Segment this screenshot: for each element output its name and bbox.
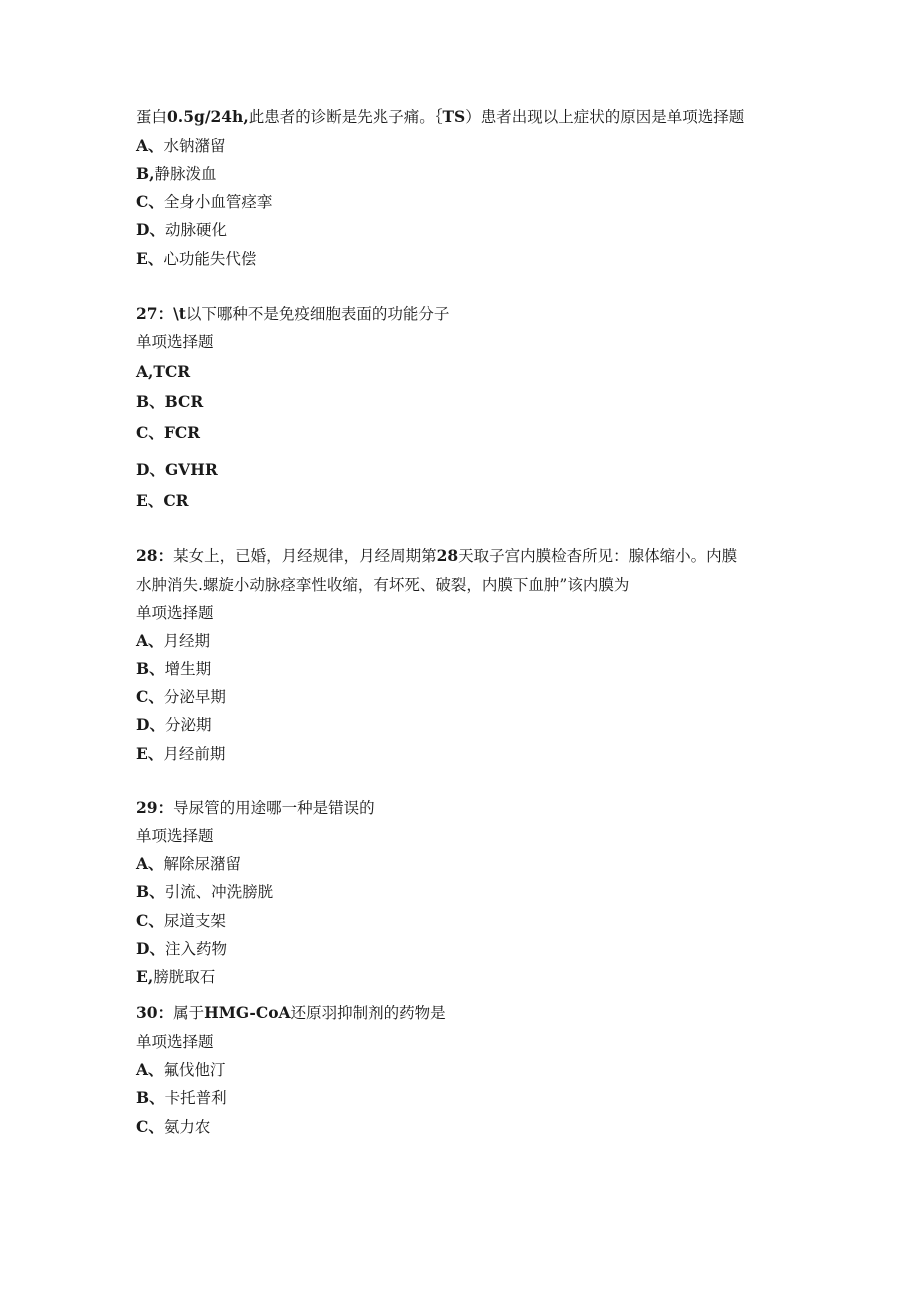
q28-option-e: E、月经前期 <box>136 744 226 763</box>
q26-option-e: E、心功能失代偿 <box>136 249 257 268</box>
q26-text-c: 此患者的诊断是先兆子痛。｛ <box>248 108 443 126</box>
q29-option-b: B、引流、冲洗膀胱 <box>136 882 274 901</box>
q27-option-b: B、BCR <box>136 392 204 411</box>
q29-option-e: E,膀胱取石 <box>136 967 216 986</box>
q28-option-d: D、分泌期 <box>136 715 212 734</box>
q30-option-a: A、氟伐他汀 <box>136 1060 226 1079</box>
q29-option-a: A、解除尿潴留 <box>136 854 242 873</box>
q26-option-b: B,静脉泼血 <box>136 164 217 183</box>
q28-stem-line2: 水肿消失.螺旋小动脉痉挛性收缩，有坏死、破裂，内膜下血肿”该内膜为 <box>136 576 630 594</box>
q28-option-c: C、分泌早期 <box>136 687 226 706</box>
q26-stem <box>136 107 744 127</box>
q26-text-e: ）患者出现以上症状的原因是单项选择题 <box>465 108 745 126</box>
q26-option-d: D、动脉硬化 <box>136 220 227 239</box>
q27-stem: 27：\t以下哪种不是免疫细胞表面的功能分子 <box>136 304 450 323</box>
q27-option-e: E、CR <box>136 491 189 510</box>
q29-option-c: C、尿道支架 <box>136 911 226 930</box>
q30-option-c: C、氨力农 <box>136 1117 211 1136</box>
q27-type: 单项选择题 <box>136 333 214 351</box>
q27-option-a: A,TCR <box>136 362 191 381</box>
q28-type: 单项选择题 <box>136 604 214 622</box>
q29-type: 单项选择题 <box>136 827 214 845</box>
q30-option-b: B、卡托普利 <box>136 1088 227 1107</box>
q28-option-b: B、增生期 <box>136 659 212 678</box>
q29-stem: 29：导尿管的用途哪一种是错误的 <box>136 798 375 817</box>
q29-option-d: D、注入药物 <box>136 939 227 958</box>
q30-type: 单项选择题 <box>136 1033 214 1051</box>
q27-option-c: C、FCR <box>136 423 201 442</box>
q26-text-a: 蛋白 <box>136 108 168 126</box>
q26-text-b: 0.5g/24h, <box>167 107 249 126</box>
q28-option-a: A、月经期 <box>136 631 211 650</box>
q26-option-a: A、水钠潴留 <box>136 136 226 155</box>
q26-text-d: TS <box>442 107 466 126</box>
q27-option-d: D、GVHR <box>136 460 218 479</box>
q28-stem: 28：某女上，已婚，月经规律，月经周期第28天取子宫内膜检杳所见：腺体缩小。内膜 <box>136 546 738 565</box>
q26-option-c: C、全身小血管痉挛 <box>136 192 273 211</box>
q30-stem: 30：属于HMG-CoA还原羽抑制剂的药物是 <box>136 1003 446 1022</box>
